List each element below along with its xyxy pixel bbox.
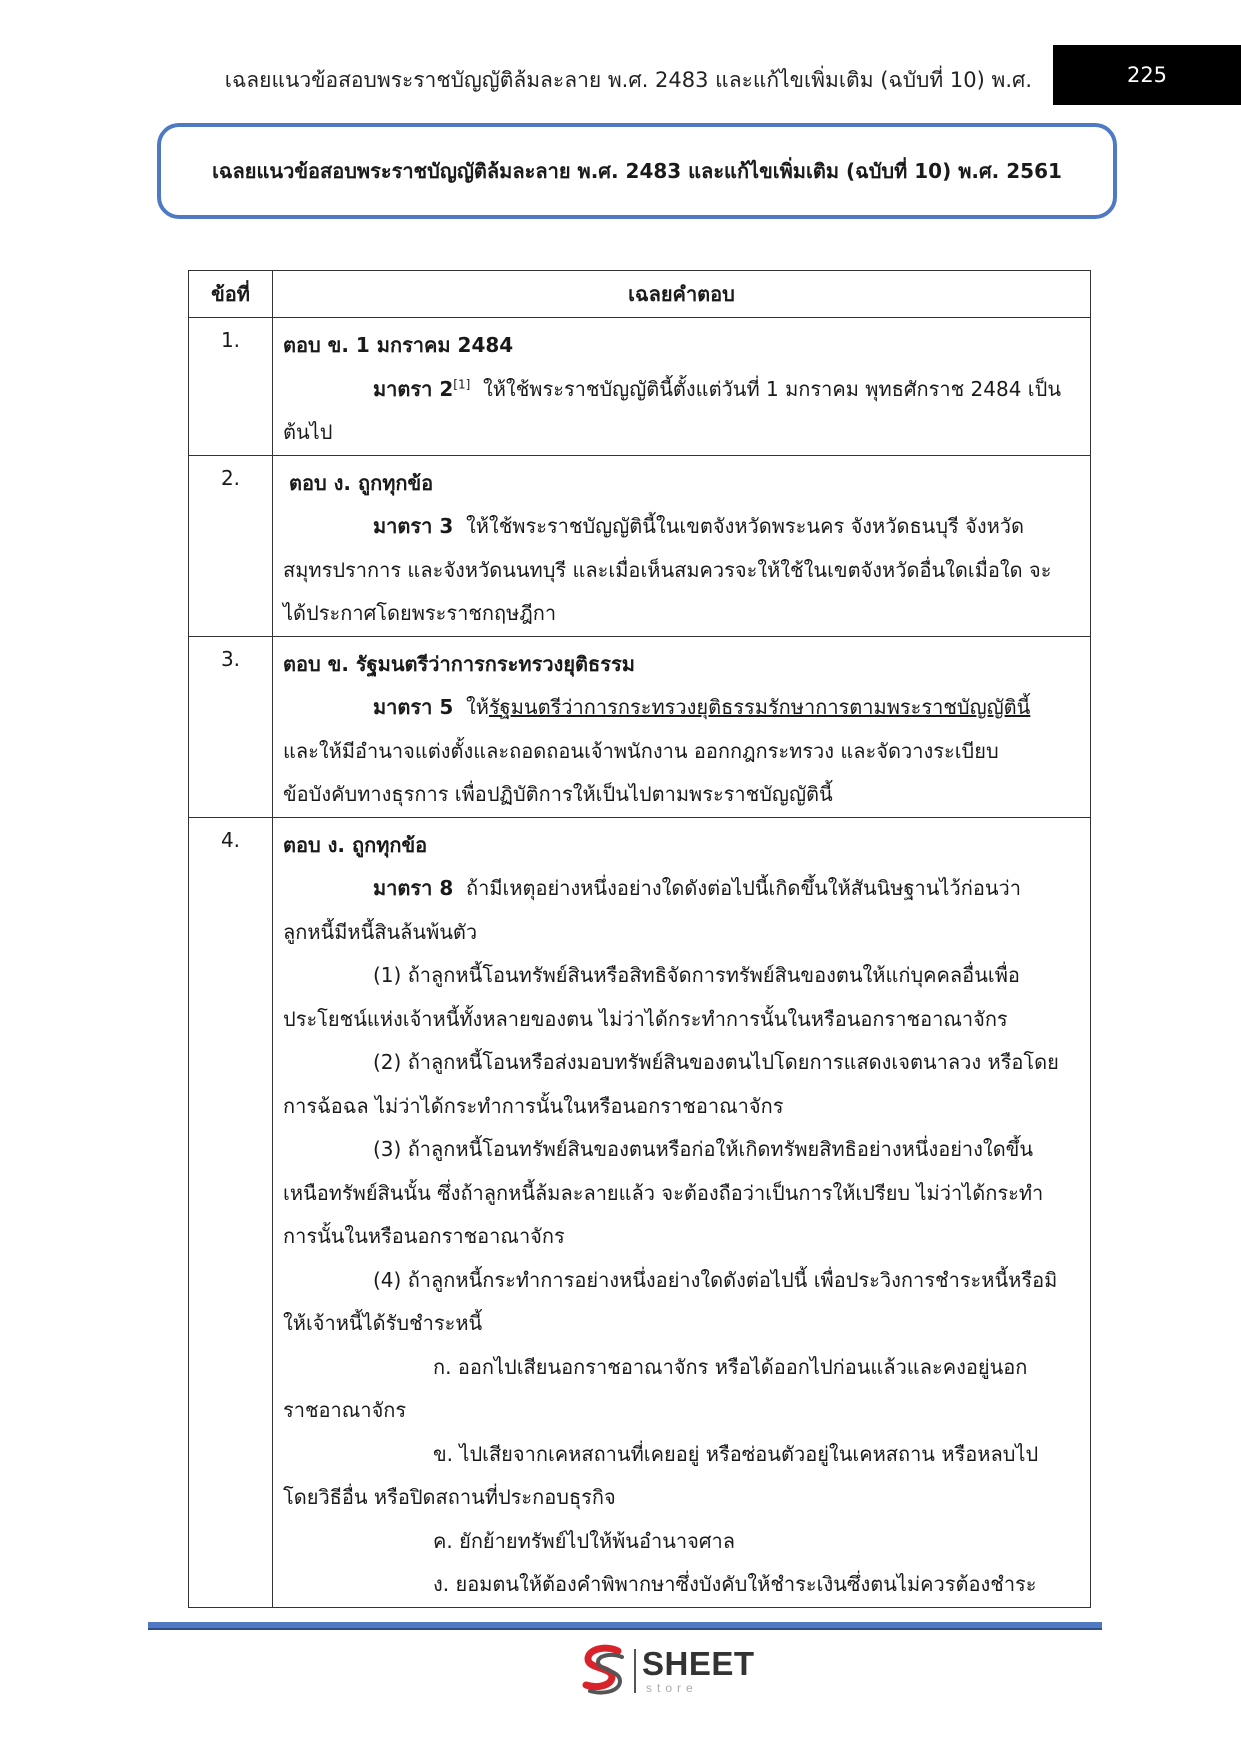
section-text: ถ้ามีเหตุอย่างหนึ่งอย่างใดดังต่อไปนี้เกิดขึ้นให้สันนิษฐานไว้ก่อนว่า bbox=[465, 876, 1021, 900]
section-line bbox=[283, 686, 1078, 730]
section-label: มาตรา 8 bbox=[373, 876, 454, 900]
paragraph-3-line: เหนือทรัพย์สินนั้น ซึ่งถ้าลูกหนี้ล้มละลายแล้ว จะต้องถือว่าเป็นการให้เปรียบ ไม่ว่าได้กระทำ bbox=[283, 1180, 1044, 1205]
paragraph-3-line: การนั้นในหรือนอกราชอาณาจักร bbox=[283, 1224, 565, 1248]
answer-line: ตอบ ง. ถูกทุกข้อ bbox=[289, 470, 434, 495]
section-label: มาตรา 5 bbox=[373, 695, 454, 719]
row-number: 2. bbox=[189, 455, 273, 636]
section-line bbox=[283, 867, 1078, 911]
section-line bbox=[283, 368, 1078, 412]
table-row bbox=[189, 817, 1091, 1607]
section-label: มาตรา 3 bbox=[373, 514, 454, 538]
sub-item-line: ง. ยอมตนให้ต้องคำพิพากษาซึ่งบังคับให้ชำระเงินซึ่งตนไม่ควรต้องชำระ bbox=[433, 1572, 1037, 1596]
answer-line: ตอบ ง. ถูกทุกข้อ bbox=[283, 832, 428, 857]
section-line bbox=[283, 505, 1078, 549]
column-header-no: ข้อที่ bbox=[189, 271, 273, 318]
table-header-row bbox=[189, 271, 1091, 318]
footer-divider bbox=[148, 1622, 1102, 1630]
paragraph-4-line: (4) ถ้าลูกหนี้กระทำการอย่างหนึ่งอย่างใดดังต่อไปนี้ เพื่อประวิงการชำระหนี้หรือมิ bbox=[373, 1267, 1058, 1292]
answer-cell bbox=[273, 455, 1091, 636]
page-title-text: เฉลยแนวข้อสอบพระราชบัญญัติล้มละลาย พ.ศ. 2483 และแก้ไขเพิ่มเติม (ฉบับที่ 10) พ.ศ. 2561 bbox=[212, 159, 1062, 183]
answer-line: ตอบ ข. รัฐมนตรีว่าการกระทรวงยุติธรรม bbox=[283, 651, 635, 676]
paragraph-1-line: (1) ถ้าลูกหนี้โอนทรัพย์สินหรือสิทธิจัดการทรัพย์สินของตนให้แก่บุคคลอื่นเพื่อ bbox=[373, 963, 1020, 987]
table-row bbox=[189, 455, 1091, 636]
row-number: 3. bbox=[189, 636, 273, 817]
row-number: 4. bbox=[189, 817, 273, 1607]
logo-divider bbox=[634, 1649, 636, 1693]
paragraph-4-line: ให้เจ้าหนี้ได้รับชำระหนี้ bbox=[283, 1311, 483, 1335]
paragraph-2-line: การฉ้อฉล ไม่ว่าได้กระทำการนั้นในหรือนอกราชอาณาจักร bbox=[283, 1093, 784, 1118]
paragraph-3-line: (3) ถ้าลูกหนี้โอนทรัพย์สินของตนหรือก่อให้เกิดทรัพยสิทธิอย่างหนึ่งอย่างใดขึ้น bbox=[373, 1137, 1034, 1161]
table-row bbox=[189, 318, 1091, 456]
section-text: ให้ใช้พระราชบัญญัตินี้ในเขตจังหวัดพระนคร จังหวัดธนบุรี จังหวัด bbox=[465, 514, 1025, 538]
sub-item-line: ข. ไปเสียจากเคหสถานที่เคยอยู่ หรือซ่อนตัวอยู่ในเคหสถาน หรือหลบไป bbox=[433, 1441, 1039, 1466]
answer-cell bbox=[273, 817, 1091, 1607]
logo-s-icon bbox=[578, 1643, 630, 1697]
sub-item-line: ก. ออกไปเสียนอกราชอาณาจักร หรือได้ออกไปก่อนแล้วและคงอยู่นอก bbox=[433, 1354, 1028, 1379]
running-header: เฉลยแนวข้อสอบพระราชบัญญัติล้มละลาย พ.ศ. 2483 และแก้ไขเพิ่มเติม (ฉบับที่ 10) พ.ศ. bbox=[224, 68, 1032, 92]
column-header-answer: เฉลยคำตอบ bbox=[273, 271, 1091, 318]
section-text-line: ได้ประกาศโดยพระราชกฤษฎีกา bbox=[283, 601, 557, 625]
sub-item-line: ราชอาณาจักร bbox=[283, 1398, 407, 1422]
row-number: 1. bbox=[189, 318, 273, 456]
section-text-line: ข้อบังคับทางธุรการ เพื่อปฏิบัติการให้เป็นไปตามพระราชบัญญัตินี้ bbox=[283, 782, 833, 806]
logo-text: SHEET bbox=[642, 1645, 755, 1682]
page-number: 225 bbox=[1053, 45, 1241, 105]
section-text-line: ลูกหนี้มีหนี้สินล้นพ้นตัว bbox=[283, 919, 478, 944]
section-label: มาตรา 2 bbox=[373, 376, 454, 401]
page-title bbox=[157, 123, 1117, 219]
footnote-ref: [1] bbox=[453, 376, 471, 391]
sub-item-line: ค. ยักย้ายทรัพย์ไปให้พ้นอำนาจศาล bbox=[433, 1528, 736, 1553]
paragraph-1-line: ประโยชน์แห่งเจ้าหนี้ทั้งหลายของตน ไม่ว่าได้กระทำการนั้นในหรือนอกราชอาณาจักร bbox=[283, 1006, 1008, 1031]
underlined-text: รัฐมนตรีว่าการกระทรวงยุติธรรมรักษาการตามพระราชบัญญัตินี้ bbox=[488, 695, 1031, 719]
answer-cell bbox=[273, 636, 1091, 817]
answer-table bbox=[188, 270, 1091, 1608]
section-text-line: สมุทรปราการ และจังหวัดนนทบุรี และเมื่อเห็นสมควรจะให้ใช้ในเขตจังหวัดอื่นใดเมื่อใด จะ bbox=[283, 557, 1052, 582]
answer-cell bbox=[273, 318, 1091, 456]
sheet-store-logo bbox=[578, 1643, 753, 1699]
section-text: ให้ bbox=[465, 695, 489, 719]
sub-item-line: โดยวิธีอื่น หรือปิดสถานที่ประกอบธุรกิจ bbox=[283, 1485, 616, 1509]
section-text-line: และให้มีอำนาจแต่งตั้งและถอดถอนเจ้าพนักงาน ออกกฎกระทรวง และจัดวางระเบียบ bbox=[283, 738, 999, 763]
logo-subtext: store bbox=[646, 1681, 698, 1695]
answer-line: ตอบ ข. 1 มกราคม 2484 bbox=[283, 333, 514, 357]
section-text-line: ต้นไป bbox=[283, 420, 333, 444]
table-row bbox=[189, 636, 1091, 817]
paragraph-2-line: (2) ถ้าลูกหนี้โอนหรือส่งมอบทรัพย์สินของตนไปโดยการแสดงเจตนาลวง หรือโดย bbox=[373, 1050, 1059, 1074]
section-text: ให้ใช้พระราชบัญญัตินี้ตั้งแต่วันที่ 1 มกราคม พุทธศักราช 2484 เป็น bbox=[482, 376, 1062, 401]
